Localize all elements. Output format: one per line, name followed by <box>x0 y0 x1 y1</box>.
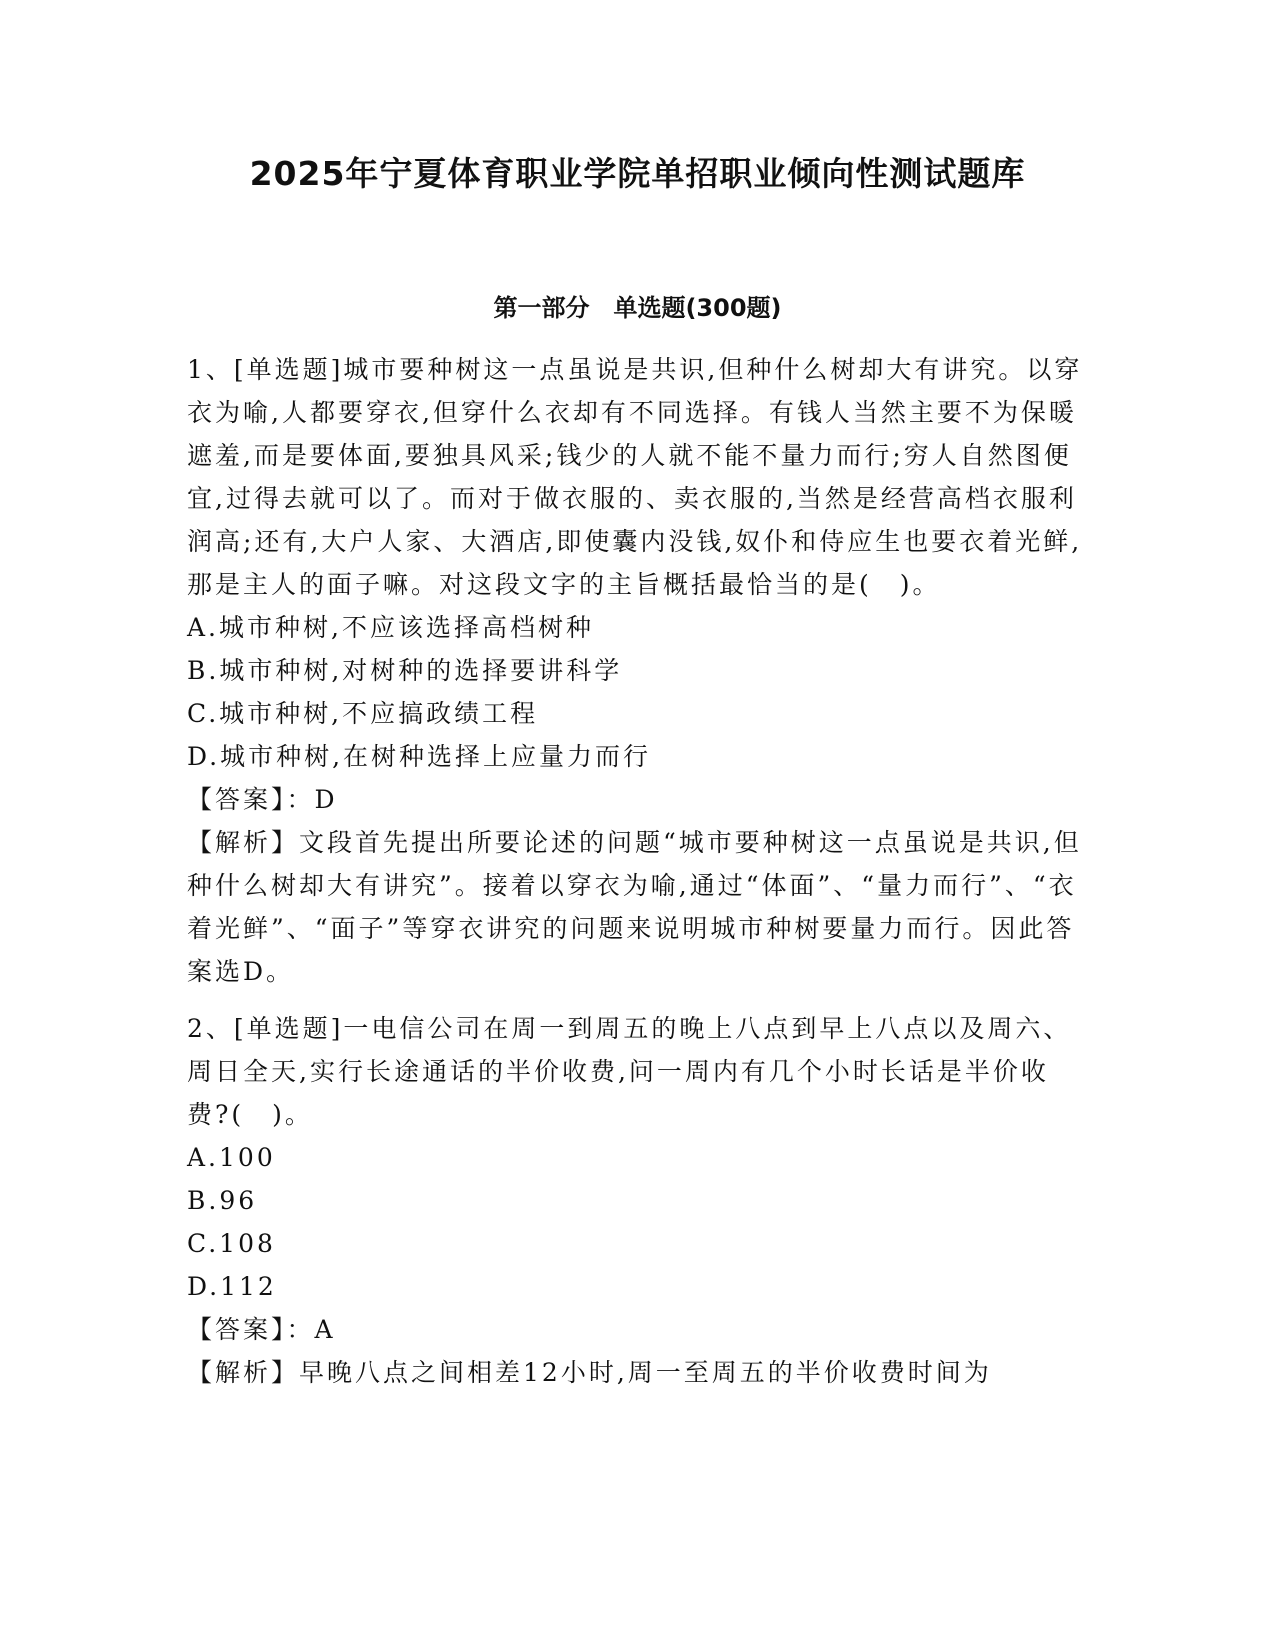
analysis-label: 【解析】 <box>187 828 300 857</box>
option-a: A.城市种树,不应该选择高档树种 <box>187 613 594 642</box>
question-stem: 1、[单选题]城市要种树这一点虽说是共识,但种什么树却大有讲究。以穿衣为喻,人都要穿衣,但穿什么衣却有不同选择。有钱人当然主要不为保暖遮羞,而是要体面,要独具风采;钱少的人就不能不量力而行;穷人自然图便宜,过得去就可以了。而对于做衣服的、卖衣服的,当然是经营高档衣服利润高;还有,大户人家、大酒店,即使囊内没钱,奴仆和侍应生也要衣着光鲜,那是主人的面子嘛。对这段文字的主旨概括最恰当的是( )。 <box>187 355 1083 599</box>
document-title: 2025年宁夏体育职业学院单招职业倾向性测试题库 <box>249 154 1026 193</box>
option-d: D.112 <box>187 1272 277 1301</box>
option-a: A.100 <box>187 1143 276 1172</box>
answer-line <box>187 778 1087 821</box>
answer-value: D <box>314 785 338 814</box>
question-stem: 2、[单选题]一电信公司在周一到周五的晚上八点到早上八点以及周六、周日全天,实行长途通话的半价收费,问一周内有几个小时长话是半价收费?( )。 <box>187 1014 1072 1129</box>
question-list <box>187 348 1087 1394</box>
section-title: 第一部分 单选题(300题) <box>493 294 782 322</box>
answer-value: A <box>314 1315 336 1344</box>
question-spacer <box>187 993 1087 1007</box>
analysis-text: 文段首先提出所要论述的问题“城市要种树这一点虽说是共识,但种什么树却大有讲究”。接着以穿衣为喻,通过“体面”、“量力而行”、“衣着光鲜”、“面子”等穿衣讲究的问题来说明城市种树要量力而行。因此答案选D。 <box>187 828 1082 986</box>
option-b: B.城市种树,对树种的选择要讲科学 <box>187 656 623 685</box>
option-c: C.108 <box>187 1229 276 1258</box>
analysis-block <box>187 1351 1087 1394</box>
answer-line <box>187 1308 1087 1351</box>
option-b: B.96 <box>187 1186 258 1215</box>
analysis-label: 【解析】 <box>187 1358 300 1387</box>
analysis-block <box>187 821 1087 993</box>
option-c: C.城市种树,不应搞政绩工程 <box>187 699 539 728</box>
answer-label: 【答案】： <box>187 785 315 814</box>
answer-label: 【答案】： <box>187 1315 315 1344</box>
option-d: D.城市种树,在树种选择上应量力而行 <box>187 742 652 771</box>
question-1 <box>187 348 1087 993</box>
question-2 <box>187 1007 1087 1394</box>
analysis-text: 早晚八点之间相差12小时,周一至周五的半价收费时间为 <box>299 1358 992 1387</box>
